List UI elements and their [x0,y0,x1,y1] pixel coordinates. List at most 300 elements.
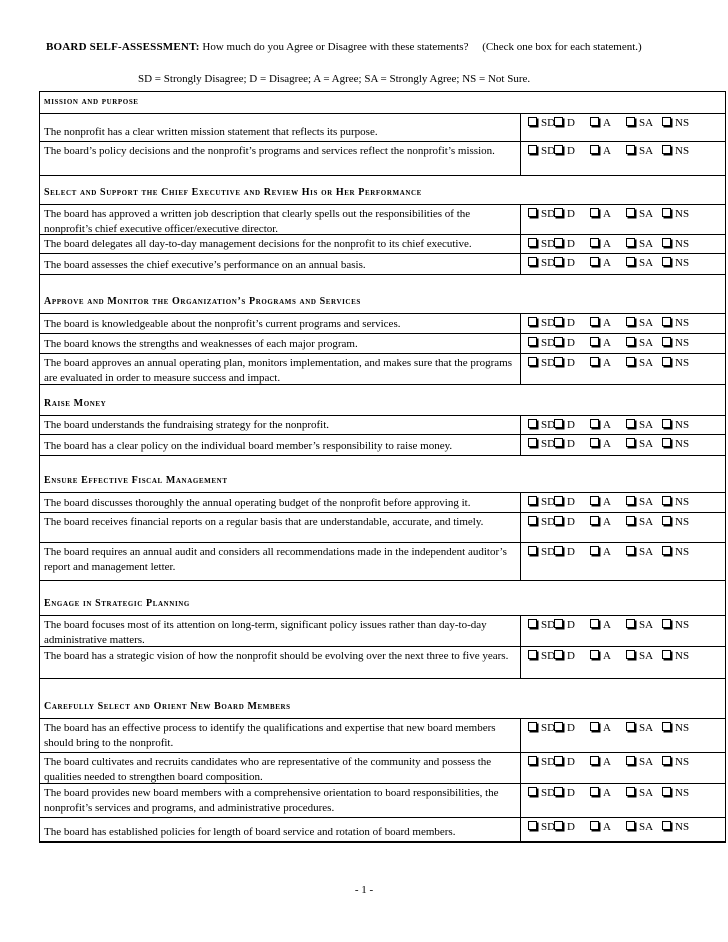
option-label: SA [639,145,654,157]
checkbox-icon[interactable] [626,117,635,126]
checkbox-icon[interactable] [590,619,599,628]
checkbox-icon[interactable] [554,238,563,247]
table-row [40,616,725,647]
option-d[interactable] [554,722,575,735]
option-d[interactable] [554,145,575,158]
option-ns[interactable] [662,238,689,251]
option-d[interactable] [554,419,575,432]
option-label: SA [639,546,654,558]
option-label: A [603,208,611,220]
option-a[interactable] [590,419,611,432]
checkbox-icon[interactable] [626,208,635,217]
checkbox-icon[interactable] [626,145,635,154]
response-options [520,493,727,512]
checkbox-icon[interactable] [528,722,537,731]
option-a[interactable] [590,238,611,251]
option-label: NS [675,208,690,220]
checkbox-icon[interactable] [590,257,599,266]
checkbox-icon[interactable] [662,516,671,525]
checkbox-icon[interactable] [662,821,671,830]
response-options [520,416,727,434]
option-ns[interactable] [662,317,689,330]
option-a[interactable] [590,821,611,834]
checkbox-icon[interactable] [662,619,671,628]
checkbox-icon[interactable] [554,546,563,555]
checkbox-icon[interactable] [662,317,671,326]
option-label: D [567,117,575,129]
option-a[interactable] [590,756,611,769]
option-label: NS [675,317,690,329]
option-a[interactable] [590,257,611,270]
section-title: Select and Support the Chief Executive and Review His or Her Performance [44,187,422,198]
statement-text: The board has established policies for length of board service and rotation of board members. [44,826,456,838]
option-sd[interactable] [528,546,555,559]
statement-text: The board is knowledgeable about the nonprofit’s current programs and services. [44,318,401,330]
option-label: SD [541,546,556,558]
option-label: D [567,722,575,734]
checkbox-icon[interactable] [590,208,599,217]
section-title: mission and purpose [44,96,139,107]
option-sa[interactable] [626,650,653,663]
section-title: Raise Money [44,398,107,409]
checkbox-icon[interactable] [554,257,563,266]
option-ns[interactable] [662,619,689,632]
checkbox-icon[interactable] [662,438,671,447]
option-sd[interactable] [528,317,555,330]
option-label: SA [639,756,654,768]
option-ns[interactable] [662,419,689,432]
checkbox-icon[interactable] [528,257,537,266]
option-d[interactable] [554,208,575,221]
option-label: SD [541,516,556,528]
option-ns[interactable] [662,438,689,451]
checkbox-icon[interactable] [554,317,563,326]
option-label: NS [675,516,690,528]
checkbox-icon[interactable] [554,496,563,505]
response-options [520,818,727,842]
statement-text: The board delegates all day-to-day management decisions for the nonprofit to its chief executive. [44,238,472,250]
option-a[interactable] [590,619,611,632]
checkbox-icon[interactable] [590,117,599,126]
checkbox-icon[interactable] [554,357,563,366]
option-sa[interactable] [626,317,653,330]
option-sa[interactable] [626,619,653,632]
checkbox-icon[interactable] [662,337,671,346]
checkbox-icon[interactable] [554,419,563,428]
option-d[interactable] [554,238,575,251]
checkbox-icon[interactable] [554,145,563,154]
option-label: A [603,787,611,799]
form-question: How much do you Agree or Disagree with these statements? [202,41,469,53]
option-a[interactable] [590,208,611,221]
checkbox-icon[interactable] [626,546,635,555]
option-sd[interactable] [528,787,555,800]
response-options [520,753,727,783]
checkbox-icon[interactable] [528,419,537,428]
option-sd[interactable] [528,208,555,221]
option-sd[interactable] [528,257,555,270]
option-sd[interactable] [528,145,555,158]
option-sa[interactable] [626,117,653,130]
table-row [40,114,725,142]
statement-text: The board assesses the chief executive’s performance on an annual basis. [44,259,366,271]
option-sd[interactable] [528,357,555,370]
checkbox-icon[interactable] [662,546,671,555]
option-label: D [567,438,575,450]
option-label: D [567,357,575,369]
statement-text: The board focuses most of its attention on long-term, significant policy issues rather than day-to-day administrative matters. [44,619,487,646]
statement-text: The board receives financial reports on a regular basis that are understandable, accurate, and timely. [44,516,484,528]
option-sd[interactable] [528,238,555,251]
checkbox-icon[interactable] [626,496,635,505]
form-title: BOARD SELF-ASSESSMENT: [46,41,200,53]
checkbox-icon[interactable] [626,357,635,366]
response-options [520,543,727,580]
statement-text: The nonprofit has a clear written mission statement that reflects its purpose. [44,126,378,138]
option-label: SA [639,419,654,431]
option-label: SD [541,208,556,220]
checkbox-icon[interactable] [626,787,635,796]
checkbox-icon[interactable] [528,357,537,366]
assessment-table [39,91,726,843]
checkbox-icon[interactable] [590,516,599,525]
checkbox-icon[interactable] [590,419,599,428]
option-sa[interactable] [626,357,653,370]
option-label: SD [541,238,556,250]
statement-text: The board understands the fundraising strategy for the nonprofit. [44,419,330,431]
option-ns[interactable] [662,496,689,509]
option-sa[interactable] [626,496,653,509]
option-ns[interactable] [662,145,689,158]
option-d[interactable] [554,821,575,834]
option-label: A [603,619,611,631]
option-label: NS [675,145,690,157]
checkbox-icon[interactable] [554,438,563,447]
table-row [40,435,725,456]
table-row [40,142,725,176]
checkbox-icon[interactable] [554,787,563,796]
option-ns[interactable] [662,337,689,350]
option-ns[interactable] [662,257,689,270]
table-row [40,818,725,842]
response-options [520,334,727,353]
option-label: SD [541,787,556,799]
response-options [520,254,727,274]
option-label: A [603,516,611,528]
section-title: Approve and Monitor the Organization’s Programs and Services [44,296,361,307]
option-d[interactable] [554,337,575,350]
response-options [520,719,727,752]
checkbox-icon[interactable] [590,650,599,659]
option-sa[interactable] [626,756,653,769]
statement-text: The board has a clear policy on the individual board member’s responsibility to raise money. [44,440,453,452]
option-label: SA [639,821,654,833]
option-a[interactable] [590,516,611,529]
option-ns[interactable] [662,357,689,370]
option-label: SA [639,238,654,250]
option-label: D [567,756,575,768]
option-label: D [567,787,575,799]
option-label: SD [541,117,556,129]
option-label: D [567,516,575,528]
checkbox-icon[interactable] [528,145,537,154]
table-row [40,513,725,543]
option-sa[interactable] [626,337,653,350]
option-sd[interactable] [528,337,555,350]
checkbox-icon[interactable] [528,619,537,628]
option-label: D [567,208,575,220]
option-label: A [603,317,611,329]
checkbox-icon[interactable] [626,619,635,628]
option-d[interactable] [554,650,575,663]
option-ns[interactable] [662,516,689,529]
checkbox-icon[interactable] [662,357,671,366]
section-header-engage-in-strategic-planning [40,581,725,616]
checkbox-icon[interactable] [626,722,635,731]
checkbox-icon[interactable] [554,337,563,346]
option-ns[interactable] [662,546,689,559]
option-sa[interactable] [626,722,653,735]
section-header-mission-and-purpose [40,92,725,114]
option-sa[interactable] [626,516,653,529]
option-a[interactable] [590,787,611,800]
option-d[interactable] [554,117,575,130]
response-options [520,784,727,817]
checkbox-icon[interactable] [662,238,671,247]
option-ns[interactable] [662,650,689,663]
table-row [40,334,725,354]
option-label: SD [541,722,556,734]
option-label: SA [639,722,654,734]
checkbox-icon[interactable] [528,496,537,505]
table-row [40,235,725,254]
checkbox-icon[interactable] [590,496,599,505]
option-a[interactable] [590,337,611,350]
option-d[interactable] [554,787,575,800]
checkbox-icon[interactable] [662,419,671,428]
option-label: SA [639,357,654,369]
checkbox-icon[interactable] [626,257,635,266]
option-d[interactable] [554,257,575,270]
checkbox-icon[interactable] [590,546,599,555]
option-d[interactable] [554,438,575,451]
option-sd[interactable] [528,821,555,834]
checkbox-icon[interactable] [590,787,599,796]
option-label: SA [639,438,654,450]
checkbox-icon[interactable] [626,238,635,247]
option-sd[interactable] [528,117,555,130]
checkbox-icon[interactable] [626,438,635,447]
checkbox-icon[interactable] [528,317,537,326]
checkbox-icon[interactable] [528,756,537,765]
statement-text: The board discusses thoroughly the annual operating budget of the nonprofit before approving it. [44,497,471,509]
option-sa[interactable] [626,821,653,834]
option-d[interactable] [554,496,575,509]
checkbox-icon[interactable] [590,238,599,247]
checkbox-icon[interactable] [528,821,537,830]
option-label: SA [639,117,654,129]
section-header-ensure-effective-fiscal-management [40,456,725,493]
option-label: SD [541,257,556,269]
checkbox-icon[interactable] [626,821,635,830]
checkbox-icon[interactable] [554,516,563,525]
option-d[interactable] [554,516,575,529]
checkbox-icon[interactable] [590,756,599,765]
option-label: SA [639,787,654,799]
checkbox-icon[interactable] [626,337,635,346]
option-sa[interactable] [626,438,653,451]
option-a[interactable] [590,496,611,509]
option-a[interactable] [590,357,611,370]
option-label: SA [639,516,654,528]
option-label: D [567,317,575,329]
option-d[interactable] [554,619,575,632]
option-sd[interactable] [528,496,555,509]
option-label: A [603,438,611,450]
checkbox-icon[interactable] [662,650,671,659]
section-header-select-and-support-the-chief-executive-and-review-his-or-her-performance [40,176,725,205]
statement-text: The board knows the strengths and weaknesses of each major program. [44,338,358,350]
checkbox-icon[interactable] [528,238,537,247]
option-label: SA [639,257,654,269]
checkbox-icon[interactable] [662,117,671,126]
option-sd[interactable] [528,756,555,769]
option-ns[interactable] [662,787,689,800]
option-ns[interactable] [662,208,689,221]
checkbox-icon[interactable] [528,650,537,659]
option-sd[interactable] [528,722,555,735]
option-sa[interactable] [626,546,653,559]
checkbox-icon[interactable] [662,145,671,154]
option-a[interactable] [590,117,611,130]
option-sa[interactable] [626,238,653,251]
checkbox-icon[interactable] [662,756,671,765]
checkbox-icon[interactable] [528,516,537,525]
statement-text: The board requires an annual audit and considers all recommendations made in the independent auditor’s report and management letter. [44,546,507,573]
option-label: A [603,546,611,558]
option-label: D [567,238,575,250]
checkbox-icon[interactable] [662,722,671,731]
option-ns[interactable] [662,756,689,769]
response-options [520,314,727,333]
checkbox-icon[interactable] [662,257,671,266]
option-sa[interactable] [626,145,653,158]
option-sa[interactable] [626,419,653,432]
checkbox-icon[interactable] [626,650,635,659]
option-sd[interactable] [528,619,555,632]
section-title: Carefully Select and Orient New Board Members [44,701,291,712]
checkbox-icon[interactable] [590,337,599,346]
option-label: A [603,238,611,250]
option-ns[interactable] [662,821,689,834]
table-row [40,647,725,679]
option-sa[interactable] [626,787,653,800]
option-sd[interactable] [528,419,555,432]
checkbox-icon[interactable] [554,722,563,731]
option-ns[interactable] [662,117,689,130]
checkbox-icon[interactable] [528,546,537,555]
option-label: SA [639,496,654,508]
option-label: SA [639,317,654,329]
checkbox-icon[interactable] [554,821,563,830]
option-a[interactable] [590,438,611,451]
option-label: D [567,419,575,431]
option-d[interactable] [554,317,575,330]
checkbox-icon[interactable] [662,787,671,796]
option-d[interactable] [554,357,575,370]
option-d[interactable] [554,756,575,769]
option-a[interactable] [590,722,611,735]
option-label: NS [675,650,690,662]
option-label: A [603,722,611,734]
option-label: SD [541,419,556,431]
section-title: Ensure Effective Fiscal Management [44,475,228,486]
option-label: A [603,145,611,157]
table-row [40,543,725,581]
option-ns[interactable] [662,722,689,735]
checkbox-icon[interactable] [590,145,599,154]
checkbox-icon[interactable] [626,317,635,326]
option-sd[interactable] [528,650,555,663]
checkbox-icon[interactable] [626,419,635,428]
option-a[interactable] [590,317,611,330]
checkbox-icon[interactable] [554,619,563,628]
checkbox-icon[interactable] [590,317,599,326]
checkbox-icon[interactable] [528,787,537,796]
option-label: NS [675,546,690,558]
checkbox-icon[interactable] [554,208,563,217]
statement-text: The board cultivates and recruits candidates who are representative of the community and possess the qualities needed to strengthen board composition. [44,756,492,783]
option-label: NS [675,337,690,349]
option-sd[interactable] [528,516,555,529]
checkbox-icon[interactable] [590,438,599,447]
table-row [40,416,725,435]
checkbox-icon[interactable] [590,722,599,731]
page-number: - 1 - [354,884,374,896]
checkbox-icon[interactable] [528,208,537,217]
option-label: SD [541,317,556,329]
option-label: A [603,650,611,662]
option-label: SA [639,619,654,631]
option-label: SD [541,821,556,833]
checkbox-icon[interactable] [528,337,537,346]
option-sd[interactable] [528,438,555,451]
checkbox-icon[interactable] [554,756,563,765]
option-sa[interactable] [626,257,653,270]
option-label: D [567,145,575,157]
checkbox-icon[interactable] [554,117,563,126]
checkbox-icon[interactable] [554,650,563,659]
option-sa[interactable] [626,208,653,221]
checkbox-icon[interactable] [590,821,599,830]
option-a[interactable] [590,145,611,158]
checkbox-icon[interactable] [626,756,635,765]
option-label: NS [675,821,690,833]
option-a[interactable] [590,650,611,663]
option-d[interactable] [554,546,575,559]
checkbox-icon[interactable] [662,496,671,505]
option-label: SD [541,496,556,508]
statement-text: The board’s policy decisions and the nonprofit’s programs and services reflect the nonprofit’s mission. [44,145,495,157]
checkbox-icon[interactable] [590,357,599,366]
checkbox-icon[interactable] [626,516,635,525]
table-row [40,784,725,818]
checkbox-icon[interactable] [528,438,537,447]
option-label: A [603,337,611,349]
checkbox-icon[interactable] [528,117,537,126]
option-a[interactable] [590,546,611,559]
checkbox-icon[interactable] [662,208,671,217]
